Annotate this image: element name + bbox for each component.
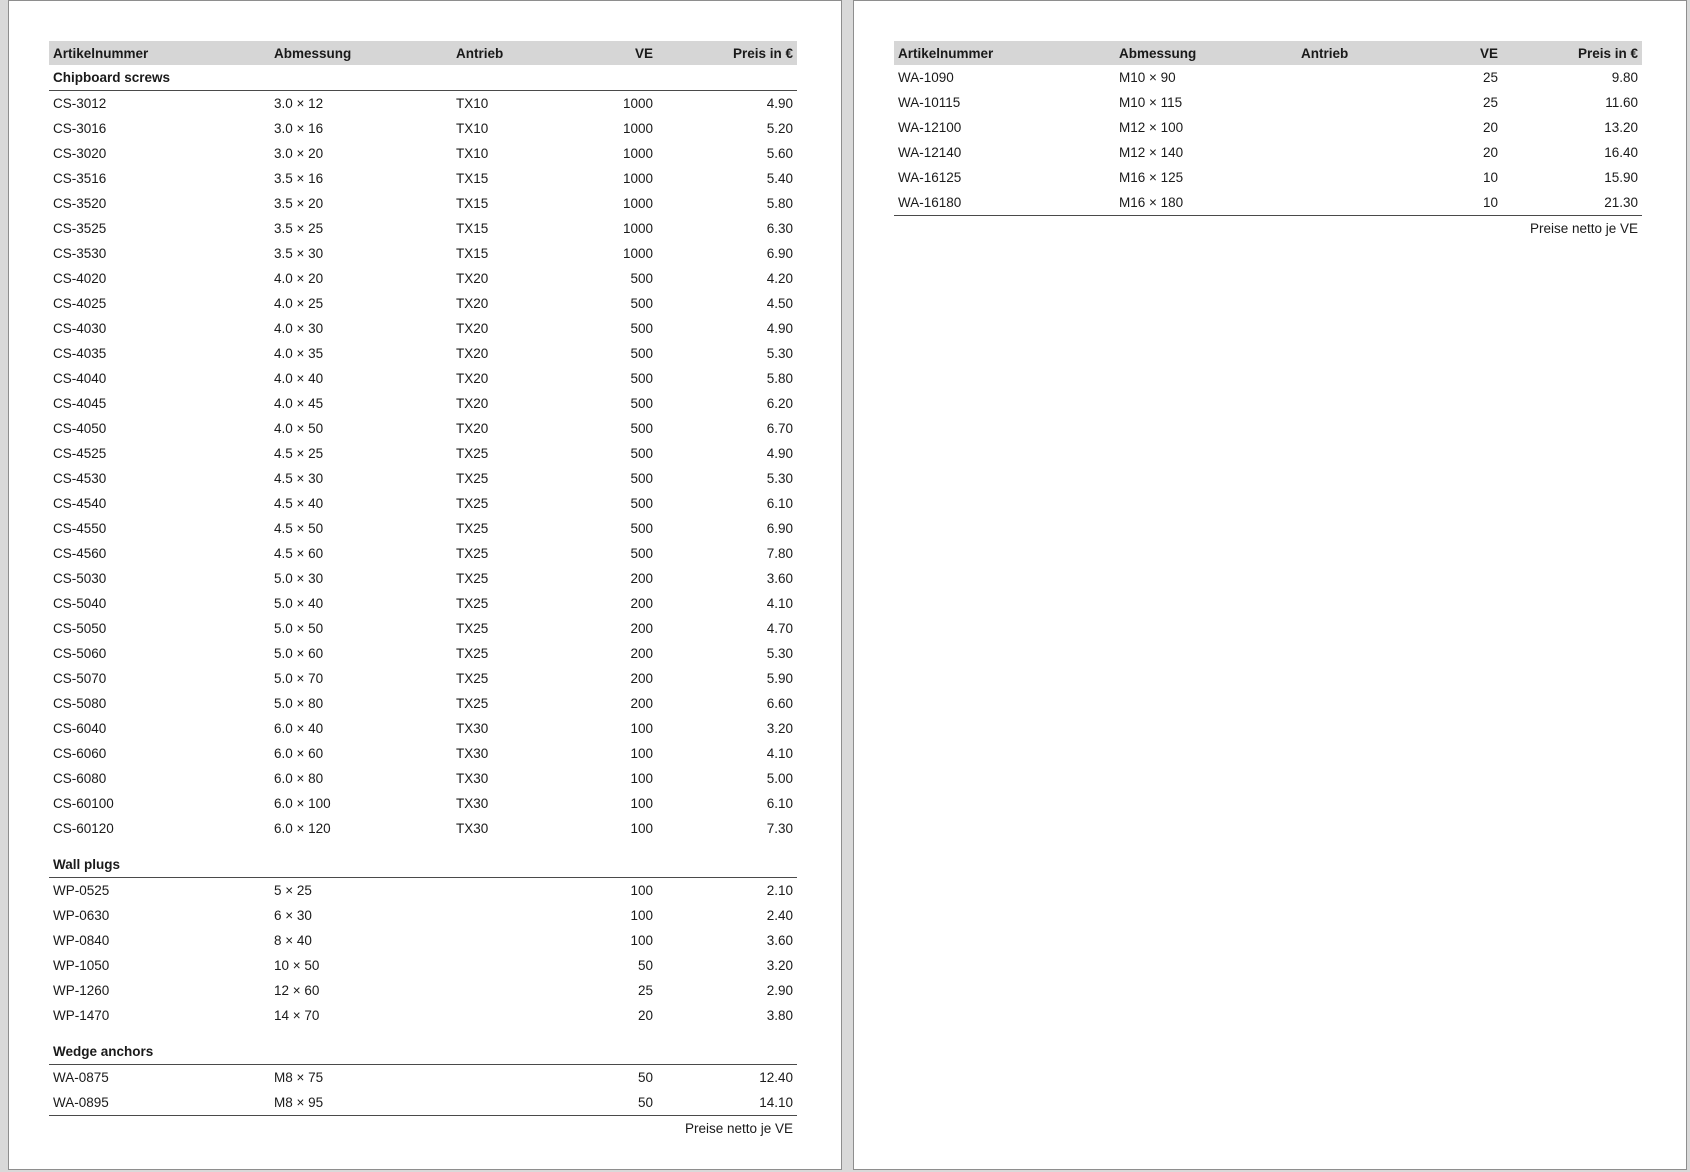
dimension-cell: M16 × 180 (1115, 190, 1297, 216)
drive-cell: TX25 (456, 471, 489, 486)
drive-cell: TX25 (456, 446, 489, 461)
dimension-cell: 4.0 × 35 (274, 346, 324, 361)
pack-cell: 200 (630, 671, 653, 686)
header-dimension: Abmessung (270, 41, 452, 65)
pack-cell: 25 (1482, 95, 1498, 110)
price-cell: 6.60 (766, 696, 793, 711)
table-row (49, 641, 797, 666)
pack-cell: 1000 (622, 246, 653, 261)
dimension-cell: 6.0 × 60 (274, 746, 324, 761)
pack-cell: 50 (637, 1070, 653, 1085)
table-row (49, 716, 797, 741)
price-cell: 5.80 (766, 196, 793, 211)
dimension-cell: 5.0 × 70 (274, 671, 324, 686)
dimension-cell: M10 × 115 (1119, 95, 1183, 110)
pack-cell: 50 (572, 1090, 657, 1116)
table-row (49, 216, 797, 241)
price-cell: 3.60 (766, 571, 793, 586)
price-cell: 7.30 (766, 821, 793, 836)
price-cell: 4.70 (766, 621, 793, 636)
pack-cell: 100 (630, 796, 653, 811)
dimension-cell: 4.5 × 50 (274, 521, 324, 536)
pack-cell: 100 (630, 771, 653, 786)
price-cell: 5.20 (766, 121, 793, 136)
price-cell: 15.90 (1604, 170, 1638, 185)
header-drive: Antrieb (1297, 41, 1417, 65)
article-cell: WA-16180 (894, 190, 1115, 216)
group-heading-row (49, 852, 797, 878)
table-row (49, 166, 797, 191)
drive-cell (1297, 90, 1417, 115)
group-spacer (49, 841, 797, 852)
table-row (49, 341, 797, 366)
dimension-cell: 6.0 × 40 (274, 721, 324, 736)
table-row (49, 816, 797, 841)
article-cell: CS-60100 (53, 796, 114, 811)
article-cell: CS-5060 (53, 646, 107, 661)
dimension-cell: 4.5 × 30 (274, 471, 324, 486)
group-heading-row (49, 1039, 797, 1065)
dimension-cell: 4.0 × 45 (274, 396, 324, 411)
dimension-cell: 4.5 × 25 (274, 446, 324, 461)
pack-cell: 500 (630, 546, 653, 561)
price-cell: 2.10 (766, 883, 793, 898)
article-cell: WP-1470 (53, 1008, 110, 1023)
article-cell: CS-6040 (53, 721, 107, 736)
price-cell: 3.20 (766, 958, 793, 973)
drive-cell: TX25 (456, 646, 489, 661)
price-cell: 6.10 (766, 796, 793, 811)
price-note: Preise netto je VE (684, 1121, 793, 1136)
article-cell: WA-1090 (898, 70, 954, 85)
price-cell: 12.40 (759, 1070, 793, 1085)
dimension-cell: 3.5 × 20 (274, 196, 324, 211)
article-cell: CS-5070 (53, 671, 107, 686)
pack-cell: 200 (630, 571, 653, 586)
dimension-cell: 5.0 × 60 (274, 646, 324, 661)
article-cell: CS-4540 (53, 496, 107, 511)
table-header-row (894, 41, 1642, 65)
price-cell: 2.90 (766, 983, 793, 998)
drive-cell: TX15 (456, 246, 489, 261)
price-note: Preise netto je VE (1529, 221, 1638, 236)
article-cell: WP-0525 (53, 883, 110, 898)
header-price: Preis in € (657, 41, 797, 65)
table-row (49, 116, 797, 141)
article-cell: WA-10115 (898, 95, 961, 110)
drive-cell (452, 878, 572, 904)
article-cell: CS-4040 (53, 371, 107, 386)
article-cell: CS-4550 (53, 521, 107, 536)
price-cell: 9.80 (1611, 70, 1638, 85)
pack-cell: 1000 (622, 171, 653, 186)
price-list-page-right (853, 0, 1687, 1170)
table-row (49, 266, 797, 291)
article-cell: WA-0895 (49, 1090, 270, 1116)
pack-cell: 25 (637, 983, 653, 998)
table-row (49, 191, 797, 216)
price-cell: 5.40 (766, 171, 793, 186)
table-row (49, 516, 797, 541)
drive-cell: TX30 (456, 821, 489, 836)
pack-cell: 500 (630, 496, 653, 511)
dimension-cell: 3.0 × 12 (274, 96, 324, 111)
article-cell: CS-3525 (53, 221, 107, 236)
table-row (49, 391, 797, 416)
drive-cell: TX30 (456, 796, 489, 811)
drive-cell: TX20 (456, 346, 489, 361)
dimension-cell: 6.0 × 100 (274, 796, 331, 811)
table-row (49, 928, 797, 953)
article-cell: CS-3520 (53, 196, 107, 211)
group-heading: Chipboard screws (49, 65, 797, 91)
drive-cell (452, 953, 572, 978)
price-cell: 6.30 (766, 221, 793, 236)
price-cell: 5.60 (766, 146, 793, 161)
table-body (894, 65, 1642, 216)
pack-cell: 1000 (622, 121, 653, 136)
drive-cell (1297, 190, 1417, 216)
price-cell: 5.30 (766, 646, 793, 661)
group-heading: Wall plugs (49, 852, 797, 878)
drive-cell: TX30 (456, 721, 489, 736)
price-cell: 4.90 (766, 446, 793, 461)
header-dimension: Abmessung (1115, 41, 1297, 65)
price-cell: 11.60 (1605, 95, 1638, 110)
table-row (49, 1090, 797, 1116)
pack-cell: 500 (630, 396, 653, 411)
price-cell: 2.40 (766, 908, 793, 923)
table-row (49, 441, 797, 466)
price-cell: 4.90 (766, 96, 793, 111)
dimension-cell: 4.0 × 20 (274, 271, 324, 286)
dimension-cell: M8 × 75 (274, 1070, 324, 1085)
dimension-cell: 14 × 70 (274, 1008, 320, 1023)
pack-cell: 500 (630, 521, 653, 536)
table-row (894, 90, 1642, 115)
table-row (49, 666, 797, 691)
drive-cell: TX25 (456, 496, 489, 511)
dimension-cell: M8 × 95 (270, 1090, 452, 1116)
header-drive: Antrieb (452, 41, 572, 65)
dimension-cell: M12 × 140 (1119, 145, 1184, 160)
pack-cell: 100 (630, 721, 653, 736)
drive-cell: TX10 (456, 96, 489, 111)
table-row (49, 91, 797, 117)
table-row (894, 165, 1642, 190)
dimension-cell: 10 × 50 (274, 958, 320, 973)
article-cell: CS-4025 (53, 296, 107, 311)
pack-cell: 20 (1482, 145, 1498, 160)
drive-cell: TX20 (456, 396, 489, 411)
pack-cell: 200 (630, 596, 653, 611)
dimension-cell: 8 × 40 (274, 933, 312, 948)
table-row (49, 466, 797, 491)
price-cell: 14.10 (657, 1090, 797, 1116)
header-price: Preis in € (1502, 41, 1642, 65)
pack-cell: 25 (1482, 70, 1498, 85)
drive-cell: TX15 (456, 171, 489, 186)
price-cell: 6.90 (766, 246, 793, 261)
table-row (49, 978, 797, 1003)
article-cell: WA-0875 (53, 1070, 109, 1085)
header-article: Artikelnummer (49, 41, 270, 65)
pack-cell: 500 (630, 421, 653, 436)
dimension-cell: 6.0 × 80 (274, 771, 324, 786)
dimension-cell: 5.0 × 50 (274, 621, 324, 636)
dimension-cell: 6 × 30 (274, 908, 312, 923)
price-cell: 5.30 (766, 471, 793, 486)
pack-cell: 1000 (622, 146, 653, 161)
article-cell: CS-6060 (53, 746, 107, 761)
article-cell: CS-5050 (53, 621, 107, 636)
article-cell: CS-3516 (53, 171, 107, 186)
table-row (49, 541, 797, 566)
price-cell: 5.80 (766, 371, 793, 386)
table-row (49, 241, 797, 266)
pack-cell: 500 (630, 346, 653, 361)
dimension-cell: 4.0 × 40 (274, 371, 324, 386)
drive-cell: TX15 (456, 196, 489, 211)
article-cell: CS-4050 (53, 421, 107, 436)
dimension-cell: 6.0 × 120 (274, 821, 331, 836)
table-body (49, 65, 797, 1116)
dimension-cell: 4.0 × 30 (274, 321, 324, 336)
price-cell: 6.10 (766, 496, 793, 511)
drive-cell: TX30 (456, 771, 489, 786)
price-table-container (49, 41, 797, 1136)
article-cell: CS-5030 (53, 571, 107, 586)
pack-cell: 500 (630, 471, 653, 486)
article-cell: WP-1050 (53, 958, 110, 973)
group-heading-row (49, 65, 797, 91)
article-cell: CS-60120 (53, 821, 114, 836)
header-article: Artikelnummer (894, 41, 1115, 65)
price-cell: 6.70 (766, 421, 793, 436)
article-cell: CS-6080 (53, 771, 107, 786)
group-heading: Wedge anchors (49, 1039, 797, 1065)
article-cell: WP-1260 (53, 983, 110, 998)
price-cell: 7.80 (766, 546, 793, 561)
price-cell: 3.80 (766, 1008, 793, 1023)
drive-cell (1297, 65, 1417, 90)
pack-cell: 500 (630, 296, 653, 311)
article-cell: CS-4030 (53, 321, 107, 336)
drive-cell: TX10 (456, 121, 489, 136)
article-cell: CS-3020 (53, 146, 107, 161)
table-header-row (49, 41, 797, 65)
price-table (894, 41, 1642, 216)
price-table (49, 41, 797, 1116)
drive-cell (452, 1090, 572, 1116)
article-cell: CS-5040 (53, 596, 107, 611)
dimension-cell: 3.5 × 25 (274, 221, 324, 236)
price-cell: 6.90 (766, 521, 793, 536)
pack-cell: 100 (630, 821, 653, 836)
pack-cell: 20 (637, 1008, 653, 1023)
pack-cell: 50 (637, 958, 653, 973)
pack-cell: 500 (630, 271, 653, 286)
pack-cell: 500 (630, 321, 653, 336)
table-row (49, 953, 797, 978)
table-row (49, 1065, 797, 1091)
header-pack: VE (1417, 41, 1502, 65)
article-cell: CS-4035 (53, 346, 107, 361)
drive-cell: TX20 (456, 371, 489, 386)
price-cell: 21.30 (1502, 190, 1642, 216)
pack-cell: 1000 (622, 196, 653, 211)
drive-cell: TX25 (456, 521, 489, 536)
pack-cell: 500 (630, 371, 653, 386)
price-cell: 3.20 (766, 721, 793, 736)
table-row (49, 591, 797, 616)
table-row (49, 691, 797, 716)
article-cell: WA-12140 (898, 145, 962, 160)
pack-cell: 10 (1482, 170, 1498, 185)
drive-cell: TX20 (456, 271, 489, 286)
dimension-cell: M10 × 90 (1119, 70, 1176, 85)
pack-cell: 100 (630, 933, 653, 948)
table-row (49, 741, 797, 766)
dimension-cell: 4.5 × 60 (274, 546, 324, 561)
article-cell: CS-3016 (53, 121, 107, 136)
pack-cell: 500 (630, 446, 653, 461)
price-cell: 5.30 (766, 346, 793, 361)
table-row (894, 65, 1642, 90)
article-cell: CS-4020 (53, 271, 107, 286)
table-row (49, 416, 797, 441)
drive-cell: TX20 (456, 296, 489, 311)
drive-cell: TX10 (456, 146, 489, 161)
dimension-cell: M16 × 125 (1119, 170, 1184, 185)
price-cell: 5.90 (766, 671, 793, 686)
article-cell: CS-3530 (53, 246, 107, 261)
drive-cell (452, 928, 572, 953)
price-cell: 6.20 (766, 396, 793, 411)
article-cell: WA-12100 (898, 120, 962, 135)
article-cell: WP-0840 (53, 933, 110, 948)
drive-cell (1297, 115, 1417, 140)
dimension-cell: 5 × 25 (274, 883, 312, 898)
drive-cell: TX25 (456, 596, 489, 611)
article-cell: CS-4045 (53, 396, 107, 411)
table-row (49, 791, 797, 816)
table-row (49, 141, 797, 166)
table-row (49, 366, 797, 391)
dimension-cell: 3.5 × 30 (274, 246, 324, 261)
dimension-cell: 5.0 × 80 (274, 696, 324, 711)
pack-cell: 200 (630, 696, 653, 711)
price-cell: 5.00 (766, 771, 793, 786)
pack-cell: 200 (630, 621, 653, 636)
article-cell: CS-3012 (53, 96, 107, 111)
table-row (894, 115, 1642, 140)
dimension-cell: 5.0 × 40 (274, 596, 324, 611)
dimension-cell: M12 × 100 (1119, 120, 1184, 135)
drive-cell (1297, 140, 1417, 165)
header-pack: VE (572, 41, 657, 65)
dimension-cell: 5.0 × 30 (274, 571, 324, 586)
table-row (49, 616, 797, 641)
price-cell: 4.10 (766, 746, 793, 761)
price-table-container (894, 41, 1642, 236)
article-cell: CS-4560 (53, 546, 107, 561)
drive-cell (452, 978, 572, 1003)
price-cell: 4.10 (766, 596, 793, 611)
pack-cell: 200 (630, 646, 653, 661)
table-row (49, 878, 797, 904)
group-spacer (49, 1028, 797, 1039)
article-cell: WA-16125 (898, 170, 962, 185)
drive-cell: TX25 (456, 671, 489, 686)
price-cell: 3.60 (766, 933, 793, 948)
pack-cell: 100 (630, 883, 653, 898)
pack-cell: 100 (630, 908, 653, 923)
table-row (49, 903, 797, 928)
table-row (894, 190, 1642, 216)
pack-cell: 100 (630, 746, 653, 761)
drive-cell (452, 1003, 572, 1028)
drive-cell: TX30 (456, 746, 489, 761)
pack-cell: 1000 (622, 96, 653, 111)
price-cell: 4.50 (766, 296, 793, 311)
drive-cell: TX25 (456, 571, 489, 586)
pack-cell: 1000 (622, 221, 653, 236)
group-spacer-cell (49, 841, 797, 852)
article-cell: CS-4525 (53, 446, 107, 461)
article-cell: CS-5080 (53, 696, 107, 711)
price-cell: 4.90 (766, 321, 793, 336)
table-row (49, 1003, 797, 1028)
drive-cell (452, 903, 572, 928)
drive-cell (1297, 165, 1417, 190)
dimension-cell: 12 × 60 (274, 983, 320, 998)
table-row (49, 566, 797, 591)
price-list-page-left (8, 0, 842, 1170)
drive-cell: TX25 (456, 621, 489, 636)
dimension-cell: 3.0 × 16 (274, 121, 324, 136)
table-row (49, 766, 797, 791)
drive-cell: TX20 (456, 421, 489, 436)
price-cell: 16.40 (1604, 145, 1638, 160)
drive-cell: TX15 (456, 221, 489, 236)
dimension-cell: 4.0 × 25 (274, 296, 324, 311)
article-cell: CS-4530 (53, 471, 107, 486)
table-row (49, 291, 797, 316)
pack-cell: 10 (1417, 190, 1502, 216)
price-cell: 4.20 (766, 271, 793, 286)
drive-cell: TX20 (456, 321, 489, 336)
group-spacer-cell (49, 1028, 797, 1039)
article-cell: WP-0630 (53, 908, 110, 923)
price-cell: 13.20 (1604, 120, 1638, 135)
table-row (894, 140, 1642, 165)
drive-cell: TX25 (456, 546, 489, 561)
table-row (49, 316, 797, 341)
dimension-cell: 4.0 × 50 (274, 421, 324, 436)
drive-cell (452, 1065, 572, 1091)
dimension-cell: 4.5 × 40 (274, 496, 324, 511)
dimension-cell: 3.5 × 16 (274, 171, 324, 186)
table-row (49, 491, 797, 516)
drive-cell: TX25 (456, 696, 489, 711)
dimension-cell: 3.0 × 20 (274, 146, 324, 161)
pack-cell: 20 (1482, 120, 1498, 135)
